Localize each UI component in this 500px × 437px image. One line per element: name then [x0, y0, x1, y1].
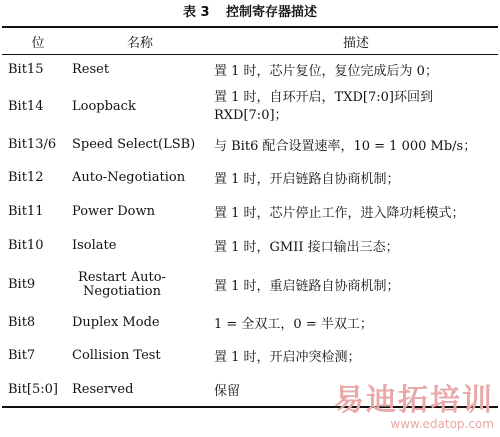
description-cell: 置 1 时，芯片停止工作，进入降功耗模式； — [214, 206, 465, 221]
bit-cell: Bit7 — [8, 348, 36, 363]
bit-cell: Bit10 — [8, 238, 44, 253]
table-row — [2, 55, 498, 85]
bit-cell: Bit14 — [8, 99, 44, 114]
description-cell: 置 1 时，开启冲突检测； — [214, 350, 361, 365]
table-row — [2, 229, 498, 263]
name-cell: Isolate — [72, 238, 117, 253]
description-cell: 置 1 时，芯片复位，复位完成后为 0； — [214, 64, 438, 80]
description-cell: 保留 — [214, 383, 241, 399]
description-cell: 置 1 时，GMII 接口输出三态； — [214, 240, 399, 255]
bit-cell: Bit15 — [8, 62, 44, 78]
header-name: 名称 — [68, 27, 208, 55]
name-cell: Loopback — [72, 99, 136, 114]
table-row — [2, 339, 498, 373]
bit-cell: Bit9 — [8, 277, 36, 292]
table-row — [2, 263, 498, 307]
watermark-text: 易迪拓培训 — [334, 383, 494, 418]
name-cell: Restart Auto-Negotiation — [78, 269, 166, 299]
name-cell: Duplex Mode — [72, 315, 160, 330]
table-title: 控制寄存器描述 — [226, 5, 318, 20]
description-cell: 置 1 时，自环开启，TXD[7:0]环回到 RXD[7:0]； — [214, 89, 433, 123]
table-row — [2, 307, 498, 339]
description-cell: 与 Bit6 配合设置速率，10 = 1 000 Mb/s； — [214, 139, 477, 154]
header-row — [2, 27, 498, 55]
name-cell: Auto-Negotiation — [72, 170, 186, 185]
description-cell: 1 = 全双工，0 = 半双工； — [214, 317, 373, 332]
table-row — [2, 129, 498, 161]
table-number: 表 3 — [182, 5, 210, 20]
name-cell: Reset — [72, 62, 110, 78]
register-table — [2, 26, 498, 408]
table-row — [2, 195, 498, 229]
name-cell: Reserved — [72, 381, 134, 397]
header-bit: 位 — [2, 27, 68, 55]
table-caption — [0, 2, 500, 24]
bit-cell: Bit[5:0] — [8, 381, 59, 397]
name-cell: Collision Test — [72, 348, 161, 363]
description-cell: 置 1 时，重启链路自协商机制； — [214, 279, 400, 294]
table-row — [2, 85, 498, 129]
description-cell: 置 1 时，开启链路自协商机制； — [214, 172, 400, 187]
bit-cell: Bit13/6 — [8, 137, 57, 152]
header-description: 描述 — [208, 27, 498, 55]
watermark — [334, 385, 494, 431]
bit-cell: Bit11 — [8, 204, 44, 219]
bit-cell: Bit12 — [8, 170, 44, 185]
watermark-url: www.edatop.com — [390, 417, 494, 431]
name-cell: Power Down — [72, 204, 155, 219]
table-row — [2, 161, 498, 195]
name-cell: Speed Select(LSB) — [72, 137, 196, 152]
bit-cell: Bit8 — [8, 315, 36, 330]
